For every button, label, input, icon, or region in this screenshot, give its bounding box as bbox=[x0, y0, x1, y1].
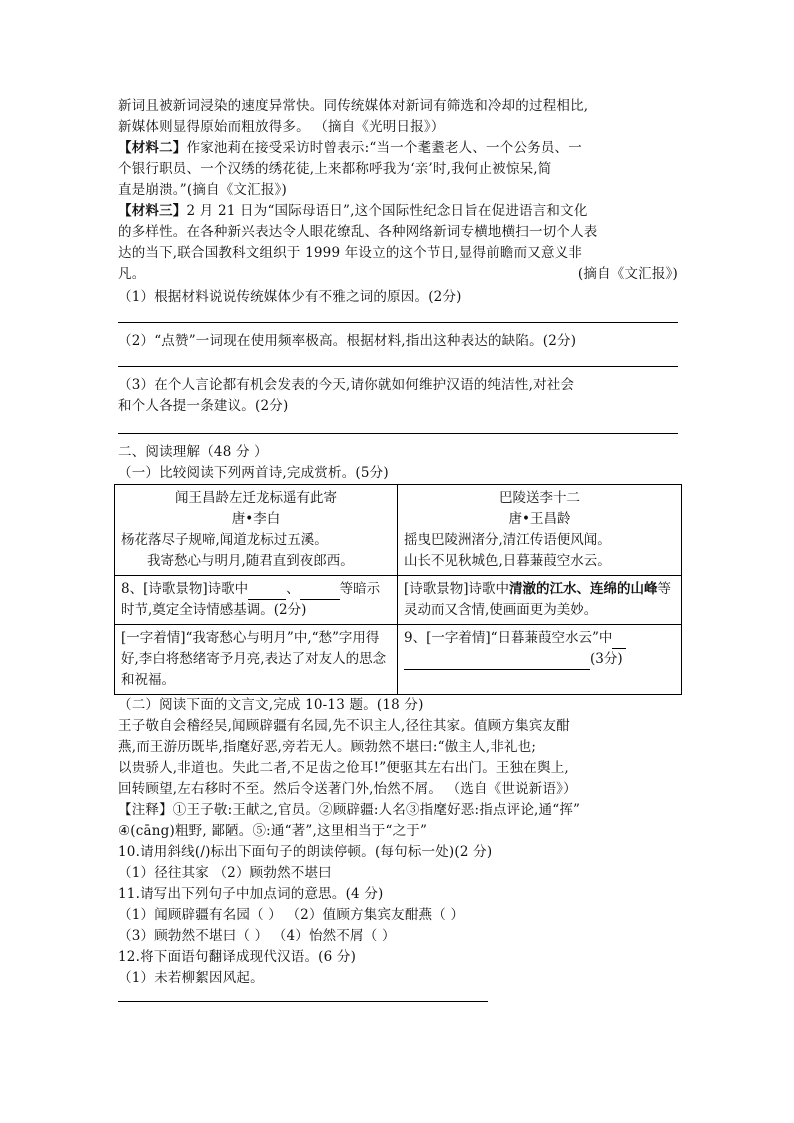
classical-line: 燕,而王游历既毕,指麾好恶,旁若无人。顾勃然不堪曰:“傲主人,非礼也; bbox=[118, 739, 537, 755]
answer-line[interactable] bbox=[118, 310, 678, 323]
q9-prefix: 9、[一字着情]“日暮蒹葭空水云”中 bbox=[404, 630, 613, 646]
question-9-cell bbox=[398, 625, 682, 695]
material-text: 凡。 bbox=[118, 266, 146, 282]
question-8-cell bbox=[115, 576, 398, 625]
material-text: 作家池莉在接受采访时曾表示:“当一个耄耋老人、一个公务员、一 bbox=[186, 140, 582, 156]
poem-author: 唐•李白 bbox=[231, 511, 281, 527]
poem-line: 杨花落尽子规啼,闻道龙标过五溪。 bbox=[121, 532, 328, 548]
question-11-row: （3）顾勃然不堪曰（ ） （4）怡然不屑（ ） bbox=[118, 928, 396, 944]
question-10-items: （1）径往其家 （2）顾勃然不堪曰 bbox=[118, 865, 332, 881]
exam-page bbox=[118, 96, 678, 1002]
answer-9-cell: [一字着情]“我寄愁心与明月”中,“愁”字用得好,李白将愁绪寄予月亮,表达了对友人的思念和祝福。 bbox=[115, 625, 398, 695]
q8-sep: 、 bbox=[286, 581, 300, 597]
notes-line: 【注释】①王子敬:王献之,官员。②顾辟疆:人名③指麾好恶:指点评论,通“挥” bbox=[118, 802, 581, 818]
material-source: (摘自《文汇报》) bbox=[577, 266, 678, 282]
poem-line: 摇曳巴陵洲渚分,清江传语便风闻。 bbox=[404, 532, 611, 548]
question-1: （1）根据材料说说传统媒体少有不雅之词的原因。(2分) bbox=[118, 289, 462, 305]
material-intro-line: 新词且被新词浸染的速度异常快。同传统媒体对新词有筛选和冷却的过程相比, bbox=[118, 98, 589, 114]
material-text: 直是崩溃。”(摘自《文汇报》) bbox=[118, 182, 287, 198]
section-title: 二、阅读理解（48 分 ） bbox=[118, 444, 268, 460]
poem-title: 闻王昌龄左迁龙标遥有此寄 bbox=[175, 490, 337, 506]
poem-right bbox=[398, 485, 682, 576]
question-3: （3）在个人言论都有机会发表的今天,请你就如何维护汉语的纯洁性,对社会 bbox=[118, 377, 575, 393]
material-text: 2 月 21 日为“国际母语日”,这个国际性纪念日旨在促进语言和文化 bbox=[186, 203, 588, 219]
notes-line: ④(cāng)粗野, 鄙陋。⑤:通“著”,这里相当于“之于” bbox=[118, 823, 428, 839]
answer-blank[interactable] bbox=[300, 583, 340, 600]
answer-line[interactable] bbox=[118, 1001, 488, 1002]
q8-prefix: 8、[诗歌景物]诗歌中 bbox=[121, 581, 249, 597]
part-title: （二）阅读下面的文言文,完成 10-13 题。(18 分) bbox=[118, 697, 424, 713]
material-intro-line: 新媒体则显得原始而粗放得多。 （摘自《光明日报》） bbox=[118, 119, 445, 135]
classical-line: 王子敬自会稽经吴,闻顾辟疆有名园,先不识主人,径往其家。值顾方集宾友酣 bbox=[118, 718, 570, 734]
material-text: 达的当下,联合国教科文组织于 1999 年设立的这个节日,显得前瞻而又意义非 bbox=[118, 245, 583, 261]
question-12: 12.将下面语句翻译成现代汉语。(6 分) bbox=[118, 949, 357, 965]
answer-blank[interactable] bbox=[612, 632, 626, 649]
poem-left bbox=[115, 485, 398, 576]
answer-line[interactable] bbox=[118, 354, 678, 367]
classical-line: 以贵骄人,非道也。失此二者,不足齿之伧耳!”便驱其左右出门。王独在舆上, bbox=[118, 760, 569, 776]
material-text: 个银行职员、一个汉绣的绣花徒,上来都称呼我为‘亲’时,我何止被惊呆,简 bbox=[118, 161, 552, 177]
poem-line: 我寄愁心与明月,随君直到夜郎西。 bbox=[147, 553, 354, 569]
material-text: 的多样性。在各种新兴表达令人眼花缭乱、各种网络新词专横地横扫一切个人表 bbox=[118, 224, 598, 240]
classical-line: 回转顾望,左右移时不至。然后令送著门外,怡然不屑。 （选自《世说新语》） bbox=[118, 781, 577, 797]
q8r-prefix: [诗歌景物]诗歌中 bbox=[404, 581, 510, 597]
question-10: 10.请用斜线(/)标出下面句子的朗读停顿。(每句标一处)(2 分) bbox=[118, 844, 493, 860]
answer-line[interactable] bbox=[118, 423, 678, 434]
material-label: 【材料三】 bbox=[118, 203, 187, 219]
answer-blank[interactable] bbox=[404, 653, 590, 670]
question-2: （2）“点赞”一词现在使用频率极高。根据材料,指出这种表达的缺陷。(2分) bbox=[118, 333, 577, 349]
q8r-suffix: 等灵动而又含情,使画面更为美妙。 bbox=[404, 581, 672, 618]
poem-line: 山长不见秋城色,日暮蒹葭空水云。 bbox=[404, 553, 611, 569]
q8-suffix: 等暗示时节,奠定全诗情感基调。(2分) bbox=[121, 581, 381, 618]
question-11-row: （1）闻顾辟疆有名园（ ） （2）值顾方集宾友酣燕（ ） bbox=[118, 907, 465, 923]
question-12-item: （1）未若柳絮因风起。 bbox=[118, 970, 264, 986]
poem-author: 唐•王昌龄 bbox=[508, 511, 571, 527]
q9-suffix: (3分) bbox=[590, 651, 623, 667]
poem-title: 巴陵送李十二 bbox=[499, 490, 580, 506]
material-label: 【材料二】 bbox=[118, 140, 187, 156]
answer-8-cell bbox=[398, 576, 682, 625]
answer-blank[interactable] bbox=[248, 583, 286, 600]
poem-table bbox=[114, 484, 682, 695]
part-title: （一）比较阅读下列两首诗,完成赏析。(5分) bbox=[118, 465, 389, 481]
question-11: 11.请写出下列句子中加点词的意思。(4 分) bbox=[118, 886, 384, 902]
q8r-bold: 清澈的江水、连绵的山峰 bbox=[509, 581, 658, 597]
material-2 bbox=[118, 138, 678, 159]
material-text-last bbox=[118, 264, 678, 285]
material-3 bbox=[118, 201, 678, 222]
question-3-cont: 和个人各提一条建议。(2分) bbox=[118, 398, 289, 414]
